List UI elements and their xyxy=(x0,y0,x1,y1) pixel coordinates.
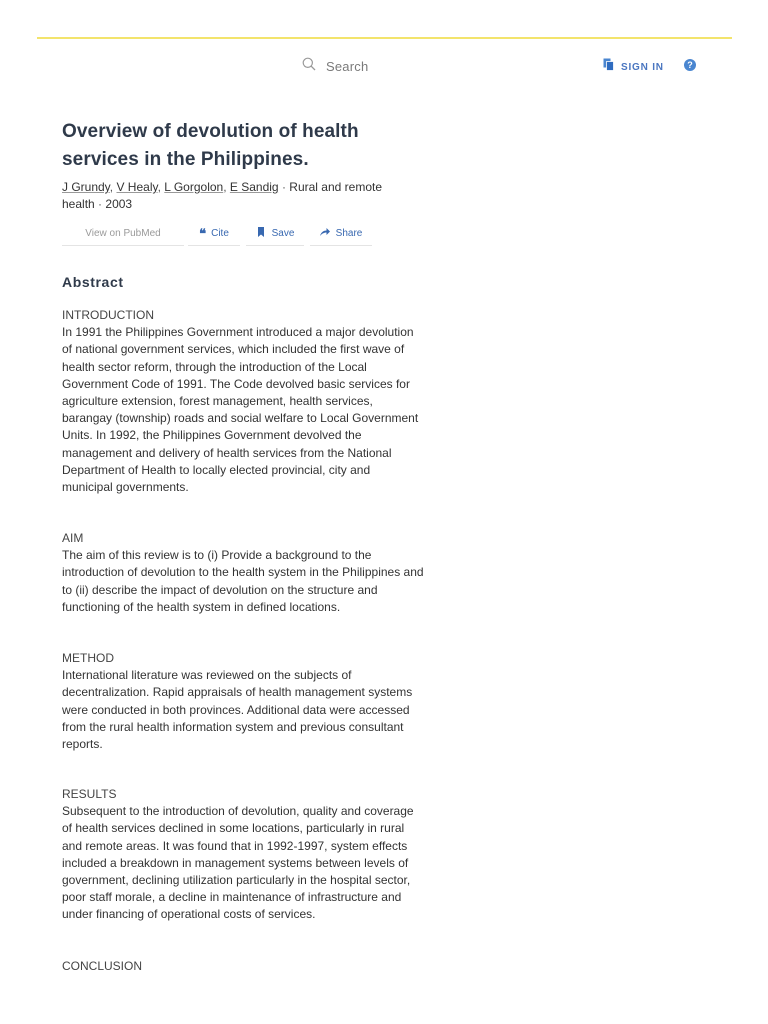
quote-icon: ❝ xyxy=(199,225,207,241)
search-icon xyxy=(302,57,316,76)
help-icon[interactable]: ? xyxy=(684,59,696,71)
share-label: Share xyxy=(335,228,363,239)
author-link[interactable]: E Sandig xyxy=(229,180,279,194)
section-heading: AIM xyxy=(62,531,84,545)
abstract-section-introduction xyxy=(62,307,424,496)
save-label: Save xyxy=(271,228,295,239)
abstract-section-aim xyxy=(62,530,424,616)
article-title: Overview of devolution of health services in the Philippines. xyxy=(62,121,359,170)
abstract-section-method xyxy=(62,650,424,753)
abstract-section-results xyxy=(62,786,424,924)
section-heading: METHOD xyxy=(62,651,114,665)
abstract-section-conclusion xyxy=(62,958,424,975)
section-text: In 1991 the Philippines Government introduced a major devolution of national government services, which included the first wave of health sector reform, through the introduction of the Local Government Code of 1991. The Code devolved basic services for agriculture extension, forest management, health services, barangay (township) roads and social welfare to Local Government Units. In 1992, the Philippines Government devolved the management and delivery of health services from the National Department of Health to locally elected provincial, city and municipal governments. xyxy=(62,325,419,495)
search-box[interactable] xyxy=(302,57,368,76)
bookmark-icon xyxy=(256,227,272,240)
share-arrow-icon xyxy=(320,227,336,240)
article-actions xyxy=(62,222,372,246)
citation-line: J Grundy, V Healy, L Gorgolon, E Sandig · Rural and remote health · 2003 xyxy=(62,180,382,211)
top-accent-rule xyxy=(37,37,732,39)
document-icon xyxy=(603,58,615,76)
abstract-heading: Abstract xyxy=(62,274,124,290)
author-link[interactable]: J Grundy xyxy=(62,180,110,194)
section-text: The aim of this review is to (i) Provide a background to the introduction of devolution to the health system in the Philippines and to (ii) describe the impact of devolution on the structure and functioning of the health system in defined locations. xyxy=(62,548,424,614)
section-heading: CONCLUSION xyxy=(62,959,143,973)
cite-label: Cite xyxy=(211,228,229,239)
sign-in-label: SIGN IN xyxy=(621,61,664,73)
cite-button[interactable] xyxy=(188,222,240,246)
search-input-label[interactable]: Search xyxy=(326,59,369,74)
section-text: International literature was reviewed on the subjects of decentralization. Rapid appraisals of health management systems were conducted in both provinces. Additional data were accessed from the rural health information system and previous consultant reports. xyxy=(62,668,413,752)
share-button[interactable] xyxy=(310,222,372,246)
author-link[interactable]: L Gorgolon xyxy=(164,180,224,194)
section-text: Subsequent to the introduction of devolution, quality and coverage of health services declined in some locations, particularly in rural and remote areas. It was found that in 1992-1997, system effects included a breakdown in management systems between levels of government, declining utilization particularly in the hospital sector, poor staff morale, a decline in maintenance of infrastructure and under financing of operational costs of services. xyxy=(62,804,414,922)
view-on-pubmed-label: View on PubMed xyxy=(85,228,161,239)
journal-name: Rural and remote health xyxy=(62,180,382,211)
sign-in-button[interactable] xyxy=(603,58,664,76)
save-button[interactable] xyxy=(246,222,304,246)
publication-year: 2003 xyxy=(105,197,133,211)
author-link[interactable]: V Healy xyxy=(116,180,158,194)
section-heading: INTRODUCTION xyxy=(62,308,154,322)
section-heading: RESULTS xyxy=(62,787,117,801)
view-on-pubmed-button[interactable] xyxy=(62,222,184,246)
